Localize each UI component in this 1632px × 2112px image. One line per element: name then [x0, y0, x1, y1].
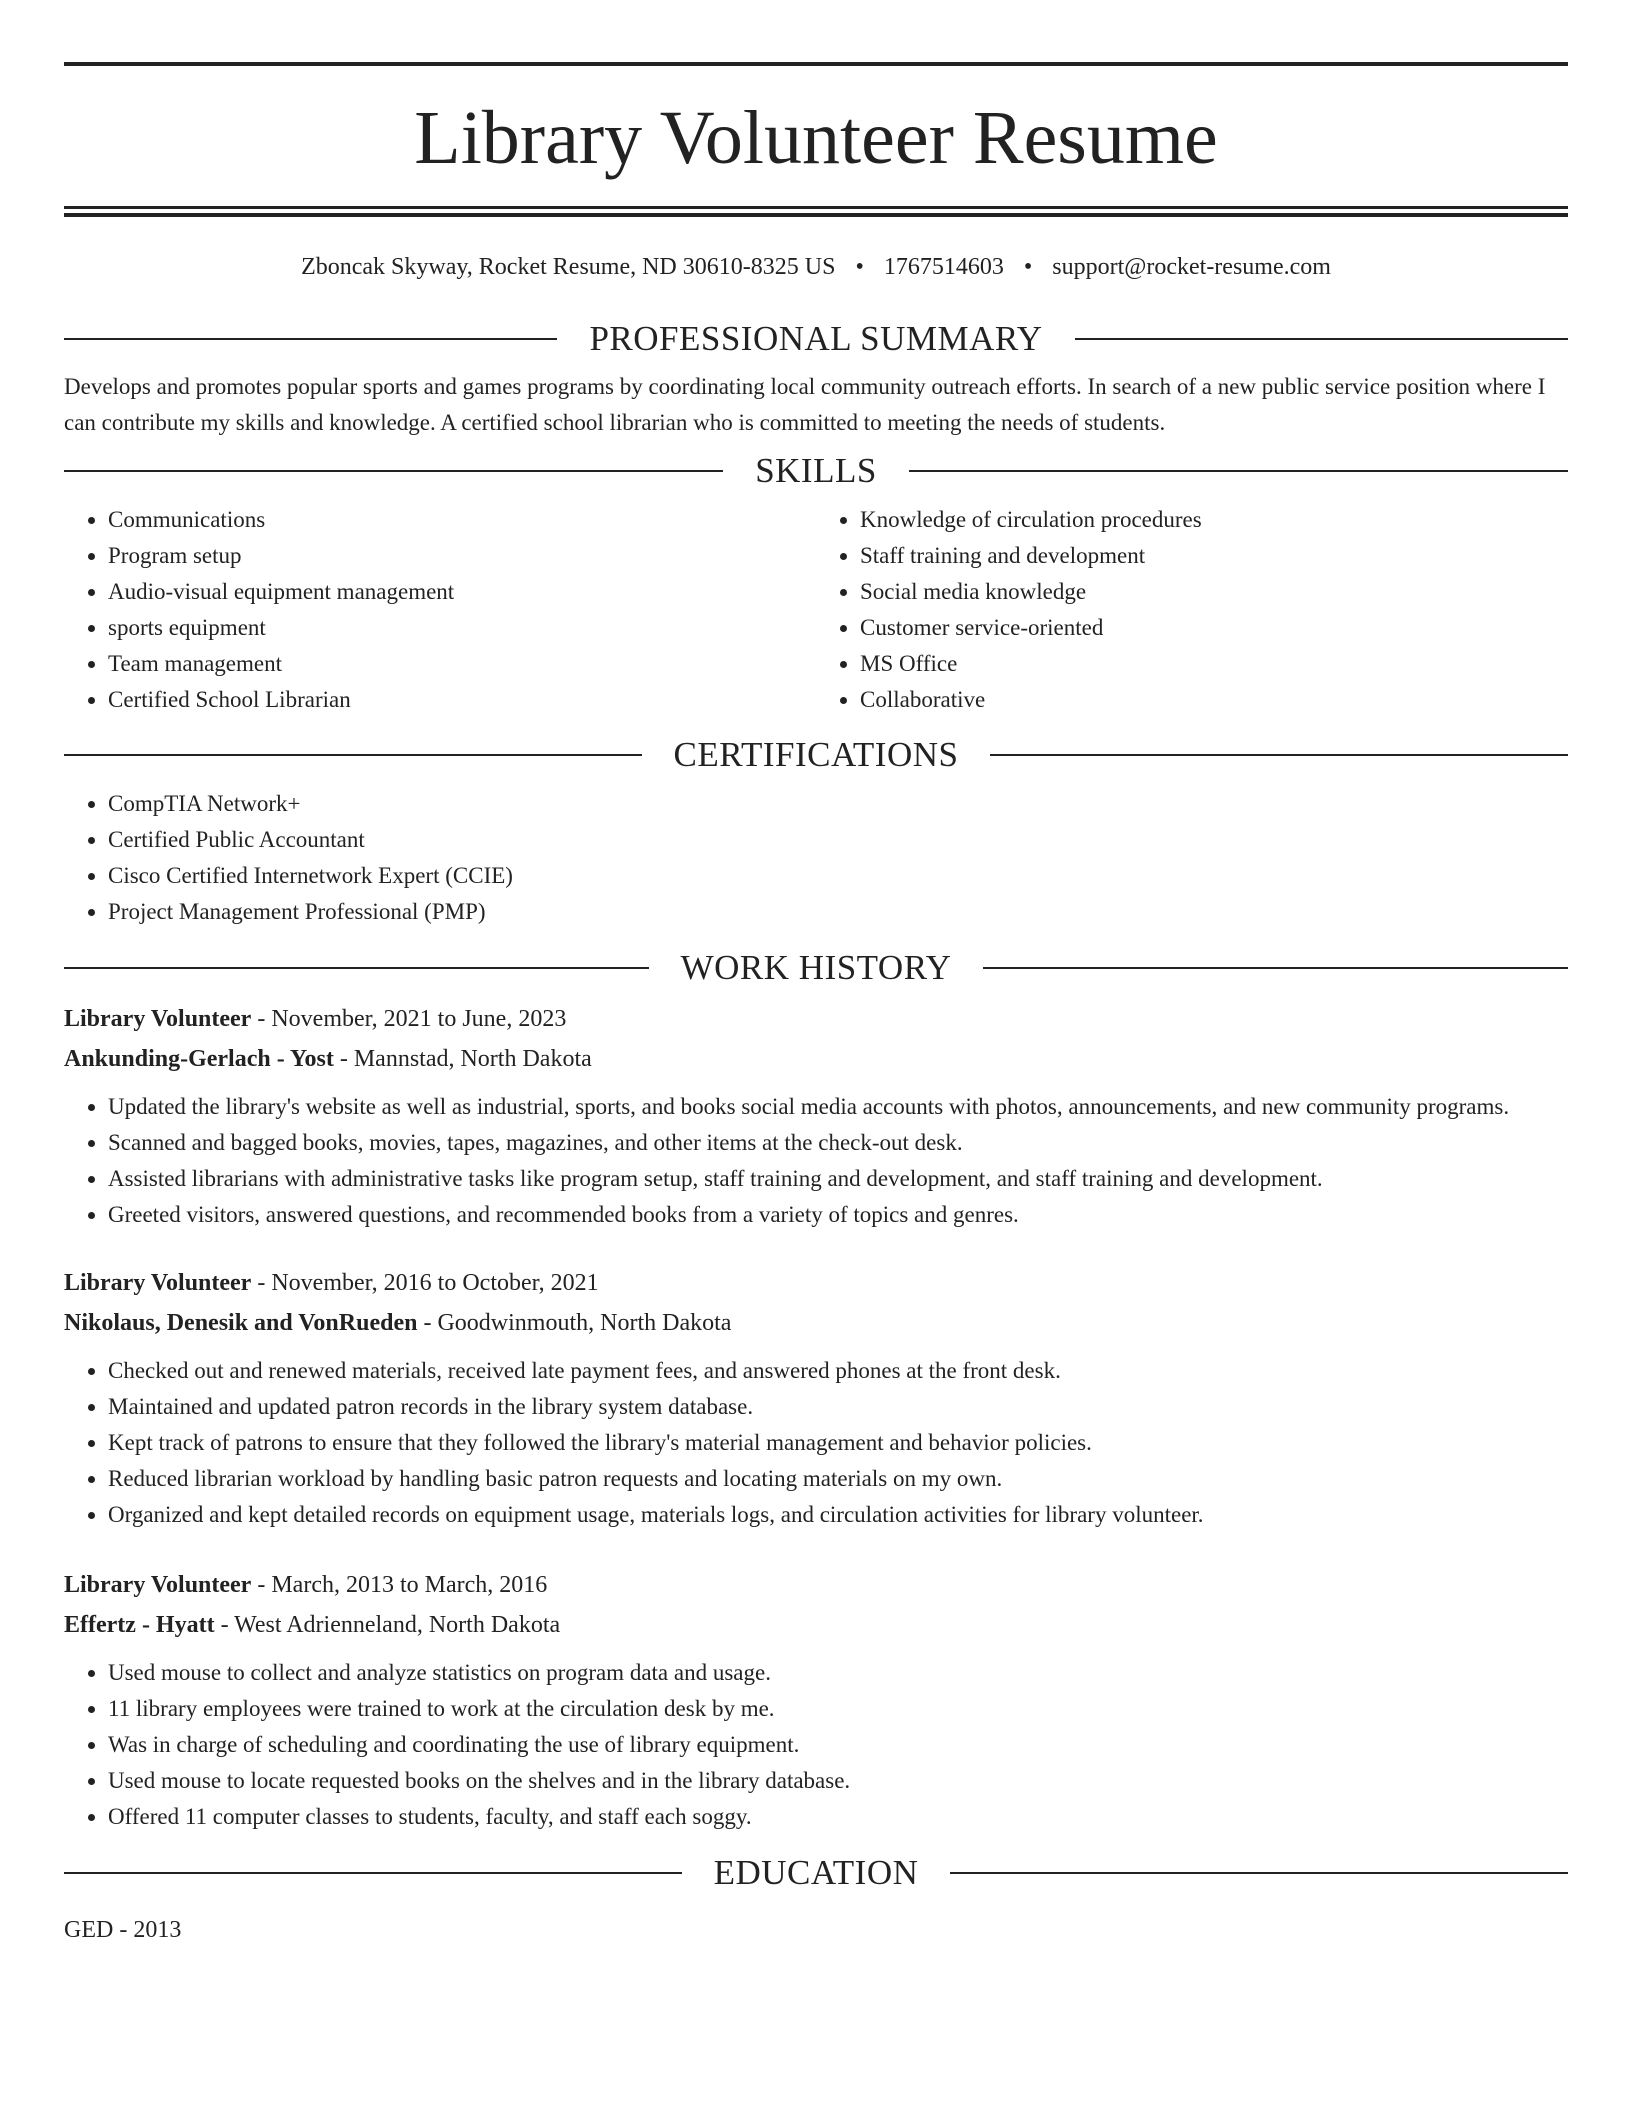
- job-bullet: • Greeted visitors, answered questions, and recommended books from a variety of topics and genres.: [108, 1197, 1568, 1233]
- skill-item: • Audio-visual equipment management: [108, 574, 816, 610]
- job-employer-line: [64, 1605, 1568, 1645]
- divider: [64, 967, 649, 969]
- job-employer-line: [64, 1039, 1568, 1079]
- section-header-work: [64, 949, 1568, 987]
- section-header-summary: [64, 320, 1568, 358]
- job-employer: Ankunding-Gerlach - Yost: [64, 1046, 334, 1072]
- contact-email[interactable]: support@rocket-resume.com: [1052, 254, 1331, 280]
- skill-item: • Certified School Librarian: [108, 682, 816, 718]
- job-bullet: • Updated the library's website as well as industrial, sports, and books social media accounts with photos, announcements, and new community programs.: [108, 1089, 1568, 1125]
- contact-phone: 1767514603: [883, 254, 1004, 280]
- skill-item: • Social media knowledge: [860, 574, 1568, 610]
- skills-column-left: [64, 502, 816, 718]
- education-entry: GED - 2013: [64, 1917, 182, 1943]
- job-dates: - November, 2016 to October, 2021: [251, 1270, 599, 1296]
- job-role: Library Volunteer: [64, 1270, 252, 1296]
- certification-item: • Project Management Professional (PMP): [108, 894, 1568, 930]
- job-role: Library Volunteer: [64, 1006, 252, 1032]
- job-role-line: [64, 1565, 1568, 1605]
- section-title-skills: SKILLS: [755, 451, 877, 490]
- job-bullet: • Reduced librarian workload by handling basic patron requests and locating materials on my own.: [108, 1461, 1568, 1497]
- job-employer: Effertz - Hyatt: [64, 1612, 215, 1638]
- summary-text: Develops and promotes popular sports and games programs by coordinating local community outreach efforts. In search of a new public service position where I can contribute my skills and knowledge. A certified school librarian who is committed to meeting the needs of students.: [64, 374, 1546, 435]
- title-block: [64, 0, 1568, 217]
- job-bullets: [64, 1655, 1568, 1835]
- divider: [64, 470, 723, 472]
- divider: [950, 1872, 1568, 1874]
- divider: [909, 470, 1568, 472]
- certification-item: • Certified Public Accountant: [108, 822, 1568, 858]
- job-employer-line: [64, 1303, 1568, 1343]
- job-bullet: • Checked out and renewed materials, received late payment fees, and answered phones at the front desk.: [108, 1353, 1568, 1389]
- skill-item: • Knowledge of circulation procedures: [860, 502, 1568, 538]
- skill-item: • Communications: [108, 502, 816, 538]
- divider: [64, 338, 557, 340]
- skills-grid: [64, 502, 1568, 718]
- job-location: - West Adrienneland, North Dakota: [214, 1612, 561, 1638]
- section-header-skills: [64, 452, 1568, 490]
- section-title-work: WORK HISTORY: [680, 948, 952, 987]
- contact-separator: •: [1023, 254, 1033, 280]
- divider: [64, 754, 642, 756]
- job-location: - Goodwinmouth, North Dakota: [417, 1310, 732, 1336]
- job-bullet: • Was in charge of scheduling and coordinating the use of library equipment.: [108, 1727, 1568, 1763]
- contact-line: [64, 252, 1568, 282]
- job-bullet: • Used mouse to locate requested books on the shelves and in the library database.: [108, 1763, 1568, 1799]
- section-title-summary: PROFESSIONAL SUMMARY: [589, 319, 1043, 358]
- skills-column-right: [816, 502, 1568, 718]
- job-bullet: • Organized and kept detailed records on equipment usage, materials logs, and circulation activities for library volunteer.: [108, 1497, 1568, 1533]
- job-entry: [64, 1263, 1568, 1533]
- job-dates: - November, 2021 to June, 2023: [251, 1006, 567, 1032]
- contact-address: Zboncak Skyway, Rocket Resume, ND 30610-8325 US: [301, 254, 836, 280]
- job-bullets: [64, 1089, 1568, 1233]
- certification-item: • Cisco Certified Internetwork Expert (CCIE): [108, 858, 1568, 894]
- skill-item: • Program setup: [108, 538, 816, 574]
- contact-separator: •: [855, 254, 864, 280]
- job-location: - Mannstad, North Dakota: [333, 1046, 592, 1072]
- job-bullet: • Kept track of patrons to ensure that they followed the library's material management and behavior policies.: [108, 1425, 1568, 1461]
- job-role: Library Volunteer: [64, 1572, 252, 1598]
- divider: [990, 754, 1568, 756]
- top-rule: [64, 62, 1568, 66]
- job-bullet: • Maintained and updated patron records in the library system database.: [108, 1389, 1568, 1425]
- certification-item: • CompTIA Network+: [108, 786, 1568, 822]
- job-dates: - March, 2013 to March, 2016: [251, 1572, 548, 1598]
- divider: [64, 1872, 682, 1874]
- divider: [1075, 338, 1568, 340]
- skill-item: • Staff training and development: [860, 538, 1568, 574]
- job-bullet: • Used mouse to collect and analyze statistics on program data and usage.: [108, 1655, 1568, 1691]
- section-header-certifications: [64, 736, 1568, 774]
- job-entry: [64, 1565, 1568, 1835]
- job-bullet: • 11 library employees were trained to work at the circulation desk by me.: [108, 1691, 1568, 1727]
- job-employer: Nikolaus, Denesik and VonRueden: [64, 1310, 418, 1336]
- job-bullet: • Scanned and bagged books, movies, tapes, magazines, and other items at the check-out desk.: [108, 1125, 1568, 1161]
- job-bullets: [64, 1353, 1568, 1533]
- skill-item: • MS Office: [860, 646, 1568, 682]
- job-bullet: • Offered 11 computer classes to students, faculty, and staff each soggy.: [108, 1799, 1568, 1835]
- skill-item: • Customer service-oriented: [860, 610, 1568, 646]
- title-double-rule: [64, 206, 1568, 217]
- certifications-list: [64, 786, 1568, 930]
- skill-item: • sports equipment: [108, 610, 816, 646]
- job-role-line: [64, 999, 1568, 1039]
- skill-item: • Collaborative: [860, 682, 1568, 718]
- resume-title: Library Volunteer Resume: [414, 96, 1218, 180]
- skill-item: • Team management: [108, 646, 816, 682]
- job-entry: [64, 999, 1568, 1233]
- job-bullet: • Assisted librarians with administrative tasks like program setup, staff training and development, and staff training and development.: [108, 1161, 1568, 1197]
- section-title-certifications: CERTIFICATIONS: [673, 735, 959, 774]
- section-title-education: EDUCATION: [713, 1853, 919, 1892]
- job-role-line: [64, 1263, 1568, 1303]
- divider: [983, 967, 1568, 969]
- section-header-education: [64, 1854, 1568, 1892]
